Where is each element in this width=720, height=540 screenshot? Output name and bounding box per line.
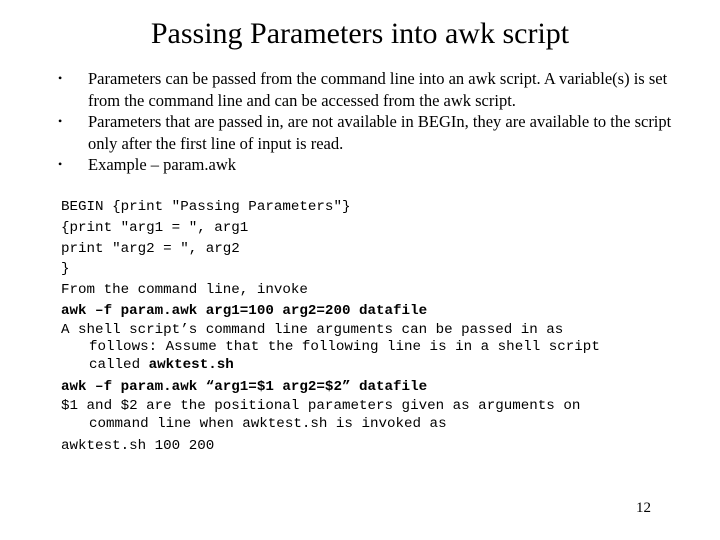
slide-title: Passing Parameters into awk script — [150, 17, 570, 50]
bullet-item — [58, 68, 698, 111]
code-line-continuation: follows: Assume that the following line is in a shell script — [89, 339, 600, 356]
code-block — [61, 197, 711, 457]
bullet-text: Parameters can be passed from the command line into an awk script. A variable(s) is set from the command line and can be accessed from the awk script. — [88, 69, 668, 110]
script-filename: awktest.sh — [148, 356, 234, 373]
code-line-command: awk –f param.awk “arg1=$1 arg2=$2” datafile — [61, 379, 428, 396]
bullet-dot-icon: • — [58, 157, 63, 171]
code-line: print "arg2 = ", arg2 — [61, 240, 240, 257]
code-line: {print "arg1 = ", arg1 — [61, 219, 249, 236]
bullet-dot-icon: • — [58, 114, 63, 128]
code-text: called — [89, 356, 149, 373]
code-line: awktest.sh 100 200 — [61, 438, 215, 455]
code-line: From the command line, invoke — [61, 282, 308, 299]
bullet-item — [58, 154, 698, 176]
bullet-dot-icon: • — [58, 71, 63, 85]
bullet-text: Example – param.awk — [88, 155, 236, 174]
code-line: $1 and $2 are the positional parameters given as arguments on — [61, 398, 581, 415]
code-line: BEGIN {print "Passing Parameters"} — [61, 199, 351, 215]
code-line: } — [61, 261, 70, 278]
code-line-continuation: command line when awktest.sh is invoked as — [89, 415, 447, 432]
page-number: 12 — [636, 500, 651, 516]
bullet-list — [58, 68, 698, 176]
bullet-item — [58, 111, 698, 154]
code-line: A shell script’s command line arguments can be passed in as — [61, 321, 564, 338]
code-line-command: awk –f param.awk arg1=100 arg2=200 datafile — [61, 302, 428, 319]
bullet-text: Parameters that are passed in, are not available in BEGIn, they are available to the script only after the first line of input is read. — [88, 112, 672, 153]
code-line-continuation — [61, 357, 711, 378]
